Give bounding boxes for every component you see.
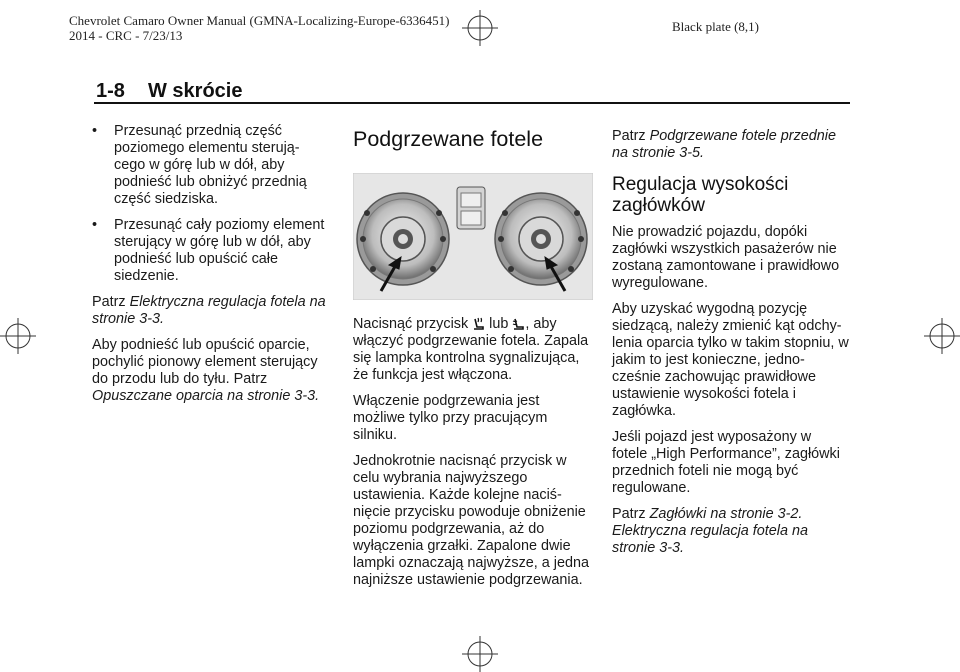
- ref-link[interactable]: Opuszczane oparcia na stronie 3-3.: [92, 388, 320, 404]
- column-2: [353, 316, 593, 589]
- running-header-date: 2014 - CRC - 7/23/13: [69, 28, 183, 43]
- section-title: [96, 80, 242, 103]
- center-slider-buttons: [457, 187, 485, 229]
- registration-mark-left: [0, 318, 36, 354]
- page-number: 1-8: [96, 80, 125, 102]
- registration-mark-right: [924, 318, 960, 354]
- heated-seat-panel-figure: [353, 173, 593, 300]
- right-climate-knob: [495, 193, 587, 285]
- paragraph-do-not-drive: Nie prowadzić pojazdu, dopóki zagłówki wszystkich pasażerów nie zostaną zamontowane i prawidłowo wyregulowane.: [612, 224, 840, 291]
- bullet-front-cushion: [92, 123, 328, 208]
- paragraph-text: , aby włączyć podgrzewanie fotela. Zapala się lampka kontrolna sygnalizująca, że funkcja jest włączona.: [353, 316, 589, 383]
- ref-link[interactable]: Zagłówki na stronie 3-2. Elektryczna regulacja fotela na stronie 3-3.: [612, 506, 808, 556]
- bullet-whole-seat: [92, 217, 328, 285]
- bullet-text: Przesunąć cały poziomy element sterujący w górę lub w dół, aby podnieść lub opuścić całe siedzenie.: [114, 217, 325, 284]
- paragraph-heat-levels: Jednokrotnie nacisnąć przycisk w celu wybrania najwyższego ustawienia. Każde kolejne naciś-nięcie przycisku powoduje obniżenie poziomu podgrzewania, aż do wyłączenia grzałki. Zapalone dwie lampki oznaczają najwyższe, a jedna najniższe ustawienie podgrzewania.: [353, 453, 589, 588]
- heading-heated-seats: Podgrzewane fotele: [353, 127, 544, 151]
- registration-mark-bottom: [462, 636, 498, 672]
- paragraph-backrest: [92, 337, 328, 405]
- column-1: [92, 123, 328, 405]
- seat-cushion-heat-icon: [472, 316, 485, 331]
- paragraph-text: Nacisnąć przycisk: [353, 316, 473, 332]
- registration-mark-top: [462, 10, 498, 46]
- title-rule: [94, 102, 850, 104]
- ref-link[interactable]: Podgrzewane fotele przednie na stronie 3-5.: [612, 128, 836, 161]
- paragraph-high-performance: Jeśli pojazd jest wyposażony w fotele „High Performance”, zagłówki przednich foteli nie mogą być regulowane.: [612, 429, 840, 496]
- ref-link[interactable]: Elektryczna regulacja fotela na stronie 3-3.: [92, 294, 326, 327]
- heading-head-restraints: Regulacja wysokości zagłówków: [612, 174, 789, 216]
- bullet-dot: •: [92, 123, 98, 139]
- reference-heated-seats: [612, 128, 850, 162]
- running-header-title: Chevrolet Camaro Owner Manual (GMNA-Localizing-Europe-6336451): [69, 13, 450, 28]
- section-name: W skrócie: [148, 80, 243, 102]
- ref-prefix: Patrz: [612, 506, 650, 522]
- seat-back-heat-icon: [512, 316, 525, 331]
- black-plate-label: Black plate (8,1): [672, 19, 759, 34]
- paragraph-engine-running: Włączenie podgrzewania jest możliwe tylko przy pracującym silniku.: [353, 393, 548, 443]
- paragraph-comfort-position: Aby uzyskać wygodną pozycję siedzącą, należy zmienić kąt odchy-lenia oparcia tylko w takim stopniu, w jakim to jest konieczne, jedno-cześnie zachowując prawidłowe ustawienie wysokości fotela i zagłówka.: [612, 301, 849, 419]
- ref-prefix: Patrz: [612, 128, 650, 144]
- paragraph-text: lub: [485, 316, 513, 332]
- column-3: [612, 128, 850, 557]
- paragraph-press-button: [353, 316, 593, 384]
- bullet-text: Przesunąć przednią część poziomego elementu sterują-cego w górę lub w dół, aby podnieść lub obniżyć przednią część siedziska.: [114, 123, 307, 207]
- bullet-dot: •: [92, 217, 98, 233]
- reference-head-restraints: [612, 506, 850, 557]
- ref-prefix: Patrz: [92, 294, 130, 310]
- paragraph-text: Aby podnieść lub opuścić oparcie, pochylić pionowy element sterujący do przodu lub do tyłu. Patrz: [92, 337, 318, 387]
- reference-power-seat: [92, 294, 328, 328]
- left-climate-knob: [357, 193, 449, 285]
